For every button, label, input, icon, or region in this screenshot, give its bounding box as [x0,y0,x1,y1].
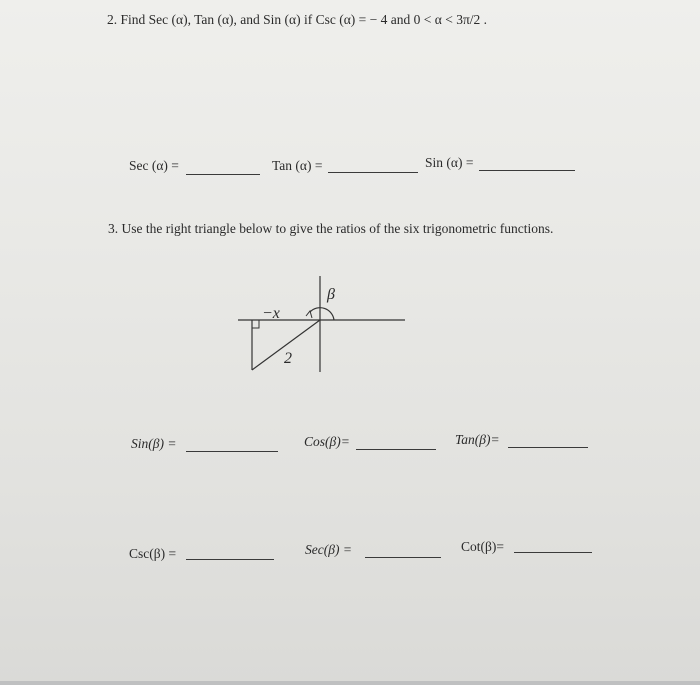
sin-beta-label: Sin(β) = [131,436,177,451]
sin-beta-answer-line[interactable] [186,451,278,452]
right-triangle-diagram [230,268,410,378]
tan-beta-answer-line[interactable] [508,447,588,448]
question-3-text: 3. Use the right triangle below to give the ratios of the six trigonometric functions. [108,221,554,236]
cos-beta-label: Cos(β)= [304,434,350,449]
hypotenuse-2-label: 2 [284,350,292,367]
right-angle-mark [252,320,259,328]
arc-arrowhead [306,311,312,318]
sin-alpha-label: Sin (α) = [425,155,474,170]
beta-angle-label: β [327,286,335,303]
tan-alpha-answer-line[interactable] [328,172,418,173]
csc-beta-answer-line[interactable] [186,559,274,560]
sin-alpha-answer-line[interactable] [479,170,575,171]
tan-beta-label: Tan(β)= [455,432,500,447]
csc-beta-label: Csc(β) = [129,546,177,561]
sec-beta-label: Sec(β) = [305,542,352,557]
cot-beta-label: Cot(β)= [461,539,504,554]
sec-beta-answer-line[interactable] [365,557,441,558]
beta-angle-arc [310,308,334,320]
negative-x-label: −x [262,305,280,322]
page-bottom-edge [0,681,700,685]
sec-alpha-label: Sec (α) = [129,158,179,173]
cot-beta-answer-line[interactable] [514,552,592,553]
sec-alpha-answer-line[interactable] [186,174,260,175]
question-2-text: 2. Find Sec (α), Tan (α), and Sin (α) if Csc (α) = − 4 and 0 < α < 3π/2 . [107,12,488,27]
tan-alpha-label: Tan (α) = [272,158,323,173]
cos-beta-answer-line[interactable] [356,449,436,450]
